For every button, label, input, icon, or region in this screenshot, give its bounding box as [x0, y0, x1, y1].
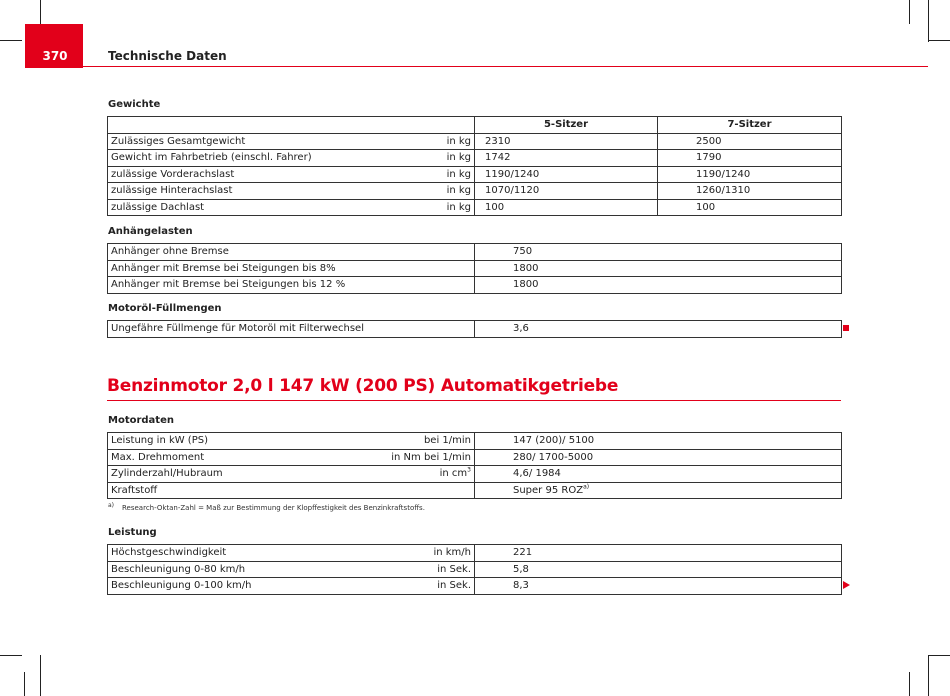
- value-7-seater: 100: [658, 199, 842, 216]
- row-label: Max. Drehmoment: [108, 449, 358, 466]
- crop-mark: [909, 0, 910, 24]
- performance-heading: Leistung: [108, 527, 157, 538]
- row-unit: in kg: [400, 133, 475, 150]
- row-label: Gewicht im Fahrbetrieb (einschl. Fahrer): [108, 150, 400, 167]
- row-label: Beschleunigung 0-100 km/h: [108, 578, 358, 595]
- value-5-seater: 100: [475, 199, 658, 216]
- row-unit: bei 1/min: [358, 433, 475, 450]
- table-row: [108, 578, 842, 595]
- table-row: [108, 545, 842, 562]
- row-label: zulässige Hinterachslast: [108, 183, 400, 200]
- row-unit: in kg: [400, 199, 475, 216]
- crop-mark: [0, 40, 22, 41]
- row-unit: in kg: [400, 183, 475, 200]
- table-row: [108, 449, 842, 466]
- table-row: [108, 482, 842, 499]
- table-header-row: [108, 117, 842, 134]
- crop-mark: [40, 655, 41, 696]
- table-cell: [400, 117, 475, 134]
- row-label: Ungefähre Füllmenge für Motoröl mit Filterwechsel: [108, 321, 475, 338]
- weights-table: [107, 116, 842, 216]
- row-label: Anhänger ohne Bremse: [108, 244, 475, 261]
- table-row: [108, 277, 842, 294]
- row-value: 4,6/ 1984: [475, 466, 842, 483]
- row-label: Beschleunigung 0-80 km/h: [108, 561, 358, 578]
- continue-arrow-icon: [843, 581, 850, 589]
- oil-table: [107, 320, 842, 338]
- row-value: 8,3: [475, 578, 842, 595]
- table-row: [108, 260, 842, 277]
- value-5-seater: 1190/1240: [475, 166, 658, 183]
- row-label: Zylinderzahl/Hubraum: [108, 466, 358, 483]
- row-value: 750: [475, 244, 842, 261]
- row-unit: in Nm bei 1/min: [358, 449, 475, 466]
- crop-mark: [928, 655, 929, 696]
- row-label: Leistung in kW (PS): [108, 433, 358, 450]
- value-7-seater: 2500: [658, 133, 842, 150]
- row-unit: in km/h: [358, 545, 475, 562]
- row-unit: [358, 482, 475, 499]
- table-row: [108, 244, 842, 261]
- column-header-5-seater: 5-Sitzer: [475, 117, 658, 134]
- table-row: [108, 466, 842, 483]
- row-unit-cell: [358, 466, 475, 483]
- crop-mark: [24, 672, 25, 696]
- footnote-mark: a): [108, 502, 115, 509]
- row-value: 280/ 1700-5000: [475, 449, 842, 466]
- row-unit: in kg: [400, 150, 475, 167]
- row-value: 3,6: [475, 321, 842, 338]
- row-label: zulässige Vorderachslast: [108, 166, 400, 183]
- header-rule: [83, 66, 928, 67]
- row-unit: in Sek.: [358, 578, 475, 595]
- crop-mark: [928, 0, 929, 42]
- table-row: [108, 183, 842, 200]
- crop-mark: [909, 672, 910, 696]
- row-label: Anhänger mit Bremse bei Steigungen bis 12 %: [108, 277, 475, 294]
- footnote-reference: a): [583, 483, 590, 491]
- row-value: 1800: [475, 260, 842, 277]
- page-number: 370: [42, 49, 68, 63]
- row-label: Anhänger mit Bremse bei Steigungen bis 8%: [108, 260, 475, 277]
- row-value: 147 (200)/ 5100: [475, 433, 842, 450]
- footnote-text: Research-Oktan-Zahl = Maß zur Bestimmung der Klopffestigkeit des Benzinkraftstoffs.: [122, 504, 425, 512]
- value-7-seater: 1190/1240: [658, 166, 842, 183]
- row-value: 221: [475, 545, 842, 562]
- row-value-cell: [475, 482, 842, 499]
- row-value: 1800: [475, 277, 842, 294]
- trailer-table: [107, 243, 842, 294]
- table-row: [108, 561, 842, 578]
- value-5-seater: 2310: [475, 133, 658, 150]
- value-7-seater: 1790: [658, 150, 842, 167]
- row-label: Kraftstoff: [108, 482, 358, 499]
- row-unit: in Sek.: [358, 561, 475, 578]
- oil-heading: Motoröl-Füllmengen: [108, 303, 222, 314]
- engine-data-heading: Motordaten: [108, 415, 174, 426]
- end-of-section-square: [843, 325, 849, 331]
- table-row: [108, 166, 842, 183]
- value-7-seater: 1260/1310: [658, 183, 842, 200]
- row-label: Zulässiges Gesamtgewicht: [108, 133, 400, 150]
- row-unit: in kg: [400, 166, 475, 183]
- unit-superscript: 3: [467, 466, 471, 474]
- section-title-rule: [107, 400, 841, 401]
- row-value: 5,8: [475, 561, 842, 578]
- table-row: [108, 199, 842, 216]
- table-row: [108, 133, 842, 150]
- running-header-title: Technische Daten: [108, 49, 227, 63]
- weights-heading: Gewichte: [108, 99, 161, 110]
- section-title: Benzinmotor 2,0 l 147 kW (200 PS) Automatikgetriebe: [107, 376, 619, 396]
- table-row: [108, 433, 842, 450]
- row-label: zulässige Dachlast: [108, 199, 400, 216]
- row-label: Höchstgeschwindigkeit: [108, 545, 358, 562]
- value-5-seater: 1070/1120: [475, 183, 658, 200]
- table-row: [108, 321, 842, 338]
- engine-data-table: [107, 432, 842, 499]
- performance-table: [107, 544, 842, 595]
- table-row: [108, 150, 842, 167]
- crop-mark: [0, 655, 22, 656]
- trailer-heading: Anhängelasten: [108, 226, 193, 237]
- table-cell: [108, 117, 400, 134]
- value-5-seater: 1742: [475, 150, 658, 167]
- row-value: Super 95 ROZ: [513, 484, 584, 496]
- crop-mark: [928, 40, 950, 41]
- crop-mark: [928, 655, 950, 656]
- row-unit: in cm: [439, 468, 468, 480]
- column-header-7-seater: 7-Sitzer: [658, 117, 842, 134]
